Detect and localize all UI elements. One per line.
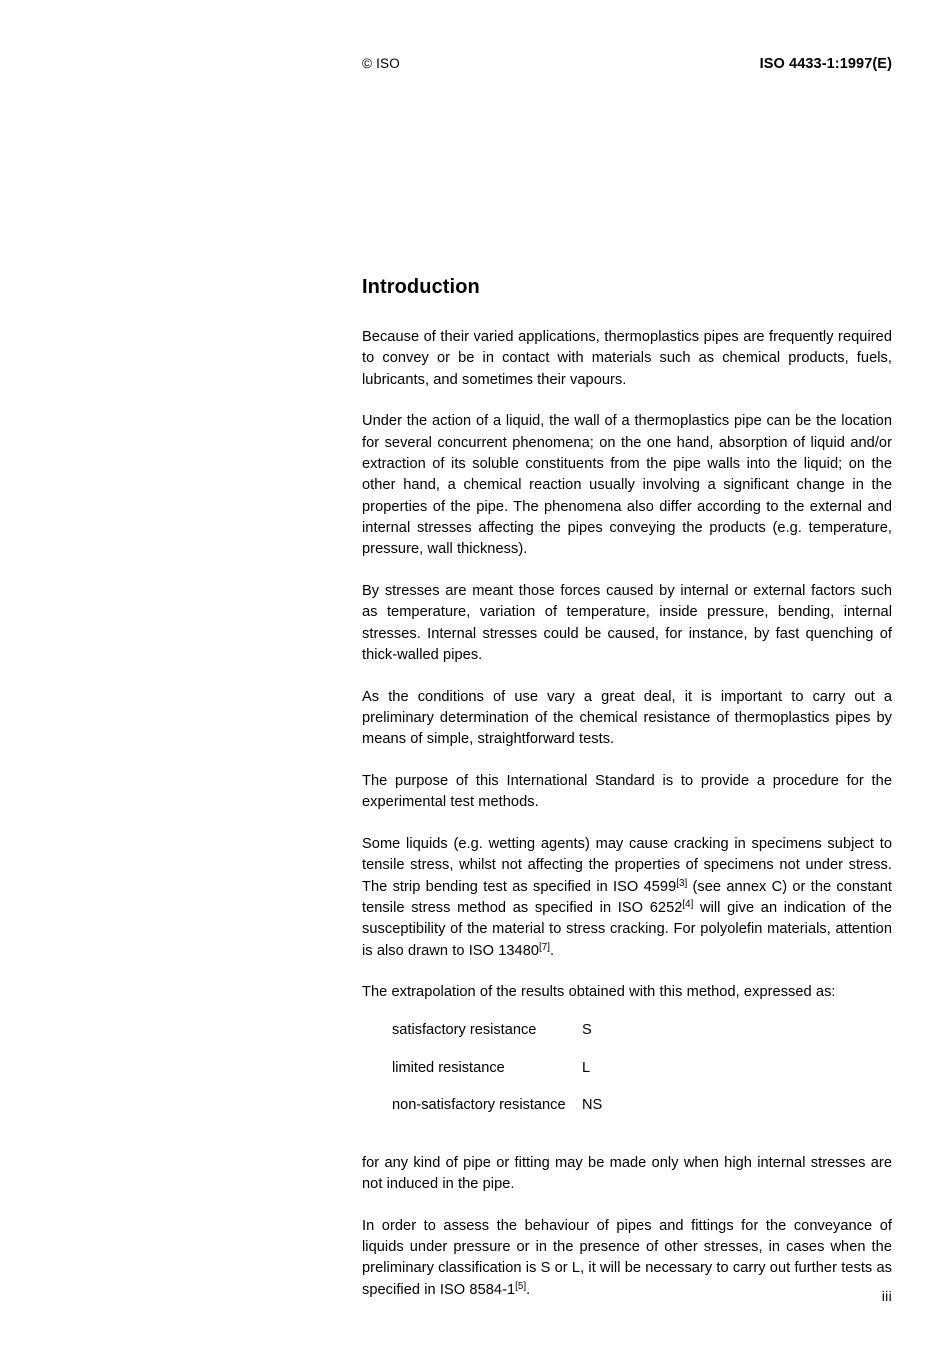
list-item — [362, 1095, 892, 1116]
classification-term: satisfactory resistance — [392, 1021, 537, 1038]
paragraph-9-text-a: In order to assess the behaviour of pipes and fittings for the conveyance of liquids under pressure or in the presence of other stresses, in cases when the preliminary classification is S or L, it will be necessary to carry out further tests as specified in ISO 8584-1 — [362, 1217, 892, 1298]
list-spacer — [362, 1136, 892, 1153]
paragraph-2: Under the action of a liquid, the wall of a thermoplastics pipe can be the location for several concurrent phenomena; on the one hand, absorption of liquid and/or extraction of its soluble constituents from the pipe walls into the liquid; on the other hand, a chemical reaction usually involving a significant change in the properties of the pipe. The phenomena also differ according to the external and internal stresses affecting the pipes conveying the products (e.g. temperature, pressure, wall thickness). — [362, 413, 892, 558]
document-body — [362, 276, 892, 1321]
paragraph-9-text-b: . — [526, 1281, 531, 1298]
reference-marker-4: [4] — [682, 899, 694, 911]
paragraph-3: By stresses are meant those forces caused by internal or external factors such as temperature, variation of temperature, inside pressure, bending, internal stresses. Internal stresses could be caused, for instance, by fast quenching of thick-walled pipes. — [362, 582, 892, 663]
paragraph-7-list-intro: The extrapolation of the results obtained with this method, expressed as: — [362, 984, 836, 1001]
paragraph-6-text-d: . — [549, 942, 555, 959]
reference-marker-5: [5] — [515, 1280, 527, 1292]
reference-marker-3: [3] — [676, 877, 688, 889]
standard-reference: ISO 4433-1:1997(E) — [759, 56, 892, 72]
list-item — [362, 1058, 892, 1079]
copyright-notice: © ISO — [362, 56, 400, 71]
page-header — [362, 56, 892, 72]
page-footer — [362, 1288, 892, 1304]
paragraph-6 — [362, 834, 892, 962]
classification-list — [362, 1020, 892, 1117]
paragraph-8: for any kind of pipe or fitting may be made only when high internal stresses are not induced in the pipe. — [362, 1154, 892, 1192]
paragraph-1: Because of their varied applications, thermoplastics pipes are frequently required to convey or be in contact with materials such as chemical products, fuels, lubricants, and sometimes their vapours. — [362, 329, 892, 388]
page-title: Introduction — [362, 276, 480, 298]
classification-code: NS — [582, 1097, 603, 1114]
paragraph-6-text-a: Some liquids (e.g. wetting agents) may cause cracking in specimens subject to tensile stress, whilst not affecting the properties of specimens not under stress. The strip bending test as specified in ISO 4599 — [362, 836, 892, 895]
paragraph-4: As the conditions of use vary a great deal, it is important to carry out a preliminary determination of the chemical resistance of thermoplastics pipes by means of simple, straightforward tests. — [362, 688, 892, 748]
list-item — [362, 1020, 892, 1041]
classification-term: limited resistance — [392, 1059, 505, 1076]
reference-marker-7: [7] — [539, 941, 550, 953]
paragraph-6-text-c: will give an indication of the susceptibility of the material to stress cracking. For polyolefin materials, attention is also drawn to ISO 13480 — [362, 900, 892, 959]
classification-term: non-satisfactory resistance — [392, 1097, 566, 1114]
classification-code: L — [582, 1059, 591, 1076]
page-number: iii — [881, 1288, 892, 1304]
paragraph-6-text-b: (see annex C) or the constant tensile stress method as specified in ISO 6252 — [362, 878, 892, 917]
classification-code: S — [582, 1021, 592, 1038]
paragraph-5: The purpose of this International Standard is to provide a procedure for the experimental test methods. — [362, 773, 892, 811]
